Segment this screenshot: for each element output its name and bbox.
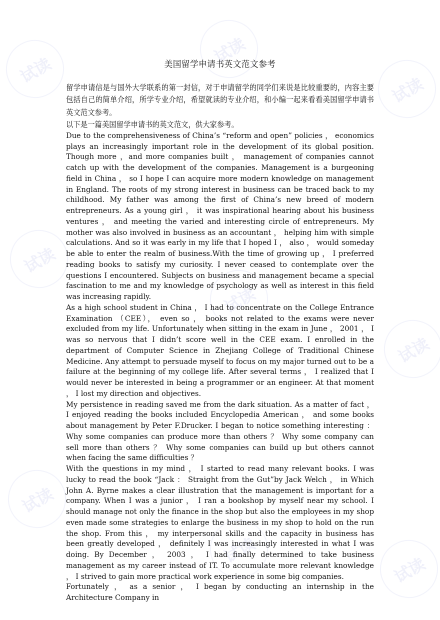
document-body	[66, 82, 374, 604]
body-paragraph: My persistence in reading saved me from the dark situation. As a matter of fact ， I enjoyed reading the books included Encyclopedia American ， and some books about management by Peter F.Drucker. I began to notice something interesting ： Why some companies can produce more than others ？ Why some company can sell more than others ？ Why some companies can build up but others cannot when facing the same difficulties ？	[66, 399, 374, 463]
watermark-stamp: 试读	[369, 529, 440, 608]
watermark-stamp: 试读	[199, 259, 278, 338]
body-paragraph: Fortunately ， as a senior ， I began by conducting an internship in the Architecture Company in	[66, 582, 374, 603]
body-paragraph: As a high school student in China ， I had to concentrate on the College Entrance Examination （CEE）， even so ， books not related to the exams were never excluded from my life. Unfortunately when sitting in the exam in June ， 2001 ， I was so nervous that I didn’t score well in the CEE exam. I enrolled in the department of Computer Science in Zhejiang College of Traditional Chinese Medicine. Any attempt to persuade myself to focus on my major turned out to be a failure at the beginning of my college life. After several terms ， I realized that I would never be interested in being a programmer or an engineer. At that moment ， I lost my direction and objectives.	[66, 302, 374, 398]
intro-paragraph: 留学申请信是与国外大学联系的第一封信，对于申请留学的同学们来说是比较重要的，内容主要包括自己的简单介绍，所学专业介绍，希望就读的专业介绍，和小编一起来看看美国留学申请书英文范文参考。	[66, 83, 374, 117]
watermark-stamp: 试读	[373, 309, 440, 388]
watermark-stamp: 试读	[189, 9, 268, 88]
document-title: 美国留学申请书英文范文参考	[164, 59, 276, 69]
watermark-stamp: 试读	[0, 219, 79, 298]
body-paragraph: With the questions in my mind ， I started to read many relevant books. I was lucky to read the book “Jack ： Straight from the Gut”by Jack Welch ， in Which John A. Byrne makes a clear illustration that the management is important for a company. When I was a junior ， I ran a bookshop by myself near my school. I should manage not only the finance in the shop but also the employees in my shop even made some strategies to enlarge the business in my shop to hold on the run the shop. From this ， my interpersonal skills and the capacity in business has been greatly developed ， definitely I was increasingly interested in what I was doing. By December ， 2003 ， I had finally determined to take business management as my career instead of IT. To accumulate more relevant knowledge ， I strived to gain more practical work experience in some big companies.	[66, 464, 374, 581]
watermark-stamp: 试读	[199, 509, 278, 588]
body-paragraph: Due to the comprehensiveness of China’s “reform and open” policies ， economics plays an increasingly important role in the development of its global position. Though more ，and more companies built ， management of companies cannot catch up with the development of the companies. Management is a burgeoning field in China ， so I hope I can acquire more modern knowledge on management in England. The roots of my strong interest in business can be traced back to my childhood. My father was among the first of China’s new breed of modern entrepreneurs. As a young girl ， it was inspirational hearing about his business ventures ， and meeting the varied and interesting circle of entrepreneurs. My mother was also involved in business as an accountant ， helping him with simple calculations. And so it was early in my life that I hoped I ， also ， would someday be able to enter the realm of business.With the time of growing up ， I preferred reading books to satisfy my curiosity. I never ceased to contemplate over the questions I encountered. Subjects on business and management became a special fascination to me and my knowledge of psychology as well as interest in this field was increasing rapidly.	[66, 130, 374, 302]
watermark-stamp: 试读	[0, 459, 77, 538]
lead-paragraph: 以下是一篇美国留学申请书的英文范文，供大家参考。	[66, 120, 239, 130]
watermark-stamp: 试读	[367, 49, 440, 128]
watermark-stamp: 试读	[0, 29, 75, 108]
